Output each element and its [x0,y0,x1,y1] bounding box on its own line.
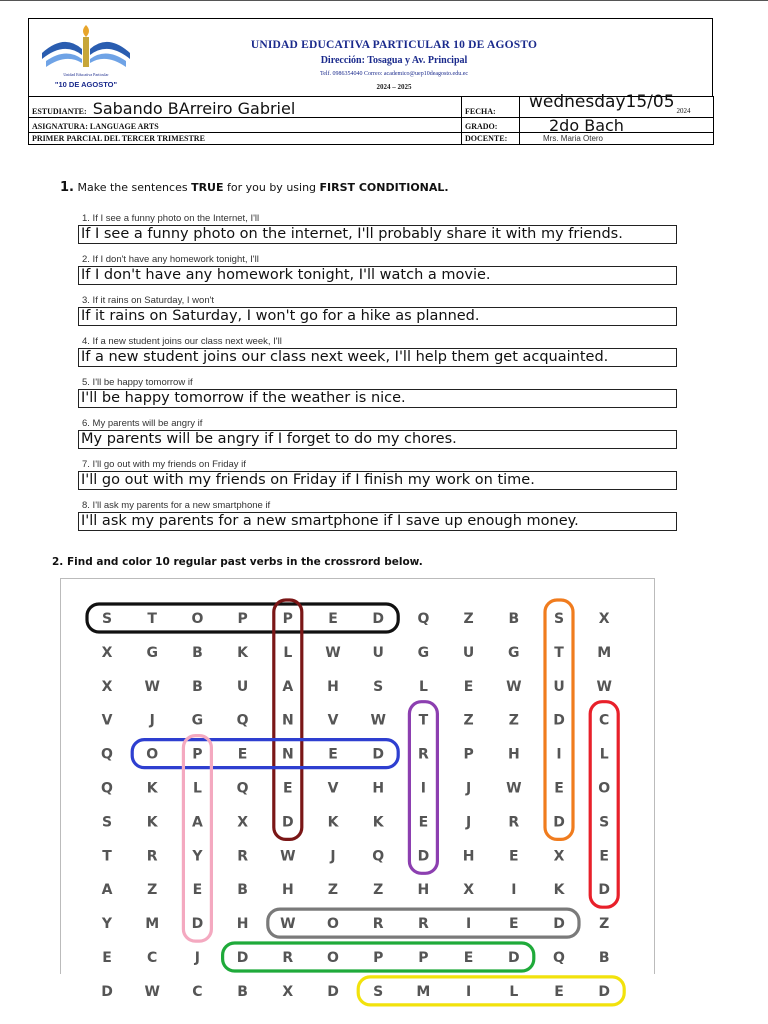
grid-letter[interactable]: H [236,916,249,933]
page-top-line [0,0,768,1]
grid-letter[interactable]: R [237,848,248,865]
grid-letter[interactable]: W [596,678,612,695]
grid-letter[interactable]: X [463,882,474,899]
grid-letter[interactable]: E [328,611,338,627]
item-prompt: 3. If it rains on Saturday, I won't [82,295,215,306]
school-year: 2024 – 2025 [376,83,412,91]
grid-letter[interactable]: K [146,814,158,831]
item-prompt: 6. My parents will be angry if [82,418,203,429]
grid-letter[interactable]: G [146,644,158,661]
grid-letter[interactable]: E [463,678,474,695]
grade-value: 2do Bach [549,116,624,135]
item-prompt: 8. I'll ask my parents for a new smartphone if [82,500,271,511]
grid-letter[interactable]: E [463,950,474,966]
institution-direction: Dirección: Tosagua y Av. Principal [320,55,468,66]
grid-letter[interactable]: P [418,950,429,966]
grid-letter[interactable]: S [373,678,384,695]
item-prompt: 5. I'll be happy tomorrow if [82,377,193,388]
grid-letter[interactable]: H [507,746,520,763]
grid-letter[interactable]: R [372,916,384,933]
grid-letter[interactable]: Z [147,882,158,899]
grid-letter[interactable]: W [144,678,160,695]
grid-letter[interactable]: H [417,882,430,899]
grid-letter[interactable]: E [237,746,248,763]
grid-letter[interactable]: K [237,644,249,661]
grid-letter[interactable]: W [370,712,386,729]
subject-label: ASIGNATURA: LANGUAGE ARTS [29,118,462,133]
grid-letter[interactable]: Q [417,611,430,627]
grid-letter[interactable]: B [192,644,203,661]
grid-letter[interactable]: Q [101,780,113,797]
grid-letter[interactable]: P [282,611,293,627]
institution-contact: Telf. 0986354040 Correo: academico@uep10deagosto.edu.ec [319,71,469,77]
grid-letter[interactable]: E [192,882,203,899]
grid-letter[interactable]: R [418,916,429,933]
grid-letter[interactable]: D [281,814,294,831]
grid-letter[interactable]: I [511,882,517,899]
grid-letter[interactable]: X [553,848,565,865]
grid-letter[interactable]: O [327,950,339,966]
grid-letter[interactable]: D [507,950,520,966]
grid-letter[interactable]: Q [372,848,385,865]
grid-letter[interactable]: D [372,611,385,627]
grid-letter[interactable]: D [417,848,430,865]
highlight-opened [132,740,398,768]
grid-letter[interactable]: S [553,611,565,627]
item-prompt: 1. If I see a funny photo on the Internet, I'll [82,213,260,224]
grid-letter[interactable]: W [506,780,522,797]
grid-letter[interactable]: K [372,814,384,831]
grid-letter[interactable]: P [373,950,384,966]
grid-letter[interactable]: S [101,814,113,831]
grid-letter[interactable]: W [280,916,296,933]
grid-letter[interactable]: H [462,848,475,865]
teacher-label: DOCENTE: [462,133,520,145]
answer-field[interactable]: If a new student joins our class next week, I'll help them get acquainted. [78,348,677,367]
date-cell [520,92,714,118]
date-label: FECHA: [462,97,520,118]
grid-letter[interactable]: S [101,611,113,627]
grid-letter[interactable]: U [372,644,384,661]
grade-cell [520,118,714,133]
exercise-item-5 [78,377,678,408]
grid-letter[interactable]: E [418,814,429,831]
grid-letter[interactable]: Z [373,882,384,899]
grid-letter[interactable]: W [506,678,522,695]
grid-letter[interactable]: W [280,848,296,865]
grid-letter[interactable]: X [598,611,610,627]
grid-letter[interactable]: B [237,983,248,1000]
teacher-name: Mrs. Maria Otero [543,134,604,143]
grid-letter[interactable]: C [599,712,610,729]
grid-letter[interactable]: X [101,678,113,695]
grid-letter[interactable]: J [465,780,472,797]
answer-field[interactable]: If I don't have any homework tonight, I'll watch a movie. [78,266,677,285]
grid-letter[interactable]: Z [599,916,610,933]
grid-letter[interactable]: V [327,780,339,797]
exam-label: PRIMER PARCIAL DEL TERCER TRIMESTRE [29,133,462,145]
highlight-smiled [358,977,624,1005]
grid-letter[interactable]: H [327,678,339,695]
grid-letter[interactable]: Q [236,780,249,797]
grid-letter[interactable]: K [553,882,565,899]
student-label: ESTUDIANTE: [32,107,87,116]
grid-letter[interactable]: X [282,983,294,1000]
grid-letter[interactable]: B [237,882,248,899]
answer-field[interactable]: If it rains on Saturday, I won't go for a hike as planned. [78,307,677,326]
svg-text:"10 DE AGOSTO": "10 DE AGOSTO" [54,80,118,89]
grid-letter[interactable]: D [372,746,385,763]
grid-letter[interactable]: N [281,746,294,763]
grid-letter[interactable]: E [328,746,338,763]
grid-letter[interactable]: H [372,780,385,797]
grid-letter[interactable]: A [191,814,203,831]
grid-letter[interactable]: O [146,746,159,763]
grid-letter[interactable]: J [330,848,336,865]
grid-letter[interactable]: A [101,882,113,899]
grid-letter[interactable]: Z [463,712,474,729]
grid-letter[interactable]: J [149,712,155,729]
grid-letter[interactable]: V [327,712,339,729]
grid-letter[interactable]: R [146,848,158,865]
grid-letter[interactable]: D [598,882,611,899]
grid-letter[interactable]: O [598,780,611,797]
school-header [28,18,713,97]
section2-instructions: 2. Find and color 10 regular past verbs in the crossrord below. [52,556,423,568]
grid-letter[interactable]: M [145,916,160,933]
grid-letter[interactable]: S [373,983,384,1000]
date-year: 2024 [676,107,691,115]
grid-letter[interactable]: D [553,814,565,831]
grid-letter[interactable]: U [462,644,475,661]
grid-letter[interactable]: J [194,950,201,966]
grid-letter[interactable]: Z [463,611,474,627]
grid-letter[interactable]: L [509,983,519,1000]
grid-letter[interactable]: L [283,644,293,661]
grid-letter[interactable]: A [282,678,294,695]
grid-letter[interactable]: C [147,950,158,966]
grid-letter[interactable]: U [553,678,565,695]
grid-letter[interactable]: G [417,644,430,661]
grid-letter[interactable]: G [508,644,520,661]
grid-letter[interactable]: E [554,983,564,1000]
grid-letter[interactable]: B [508,611,520,627]
grid-letter[interactable]: D [327,983,339,1000]
answer-field[interactable]: If I see a funny photo on the internet, I'll probably share it with my friends. [78,225,677,244]
grid-letter[interactable]: Q [101,746,113,763]
item-prompt: 7. I'll go out with my friends on Friday if [82,459,246,470]
grid-letter[interactable]: Q [553,950,565,966]
grid-letter[interactable]: W [144,983,160,1000]
grid-letter[interactable]: E [599,848,609,865]
grid-letter[interactable]: B [598,950,610,966]
grade-label: GRADO: [462,118,520,133]
grid-letter[interactable]: P [237,611,248,627]
grid-letter[interactable]: L [192,780,202,797]
grid-letter[interactable]: D [553,916,565,933]
grid-letter[interactable]: L [599,746,609,763]
student-cell [29,97,462,118]
grid-letter[interactable]: I [465,916,472,933]
grid-letter[interactable]: D [101,983,113,1000]
student-info-table [28,92,714,145]
answer-field[interactable]: I'll be happy tomorrow if the weather is nice. [78,389,677,408]
grid-letter[interactable]: I [465,983,472,1000]
exercise-item-7 [78,459,678,490]
grid-letter[interactable]: R [508,814,520,831]
grid-letter[interactable]: Z [508,712,519,729]
grid-letter[interactable]: P [463,746,474,763]
answer-field[interactable]: I'll go out with my friends on Friday if I finish my work on time. [78,471,677,490]
grid-letter[interactable]: J [465,814,472,831]
grid-letter[interactable]: M [416,983,431,1000]
school-logo [34,23,138,93]
grid-letter[interactable]: E [554,780,564,797]
answer-field[interactable]: I'll ask my parents for a new smartphone if I save up enough money. [78,512,677,531]
section1-instructions: 1. Make the sentences TRUE for you by using FIRST CONDITIONAL. [60,180,449,195]
grid-letter[interactable]: Y [192,848,203,865]
grid-letter[interactable]: S [599,814,610,831]
grid-letter[interactable]: C [192,983,203,1000]
grid-letter[interactable]: R [282,950,294,966]
grid-letter[interactable]: B [192,678,203,695]
item-prompt: 4. If a new student joins our class next week, I'll [82,336,282,347]
grid-letter[interactable]: T [102,848,112,865]
exercise-item-2 [78,254,678,285]
exercise-item-4 [78,336,678,367]
grid-letter[interactable]: P [192,746,203,763]
grid-letter[interactable]: X [237,814,248,831]
grid-letter[interactable]: O [191,611,204,627]
grid-letter[interactable]: I [420,780,427,797]
grid-letter[interactable]: O [327,916,339,933]
grid-letter[interactable]: K [146,780,158,797]
exercise-item-1 [78,213,678,244]
grid-letter[interactable]: Z [327,882,339,899]
grid-letter[interactable]: V [101,712,113,729]
grid-letter[interactable]: X [101,644,113,661]
svg-text:Unidad Educativa Particular: Unidad Educativa Particular [63,72,109,77]
wordsearch-grid[interactable] [60,578,655,1000]
grid-letter[interactable]: E [509,916,519,933]
grid-letter[interactable]: Y [101,916,113,933]
answer-field[interactable]: My parents will be angry if I forget to do my chores. [78,430,677,449]
grid-letter[interactable]: I [556,746,562,763]
grid-letter[interactable]: T [418,712,429,729]
exercise-item-8 [78,500,678,531]
grid-letter[interactable]: E [283,780,293,797]
highlight-closed [590,702,618,908]
student-name: Sabando BArreiro Gabriel [92,99,296,118]
grid-letter[interactable]: M [597,644,612,661]
grid-letter[interactable]: D [191,916,204,933]
grid-letter[interactable]: E [509,848,519,865]
grid-letter[interactable]: N [281,712,294,729]
grid-letter[interactable]: H [281,882,294,899]
grid-letter[interactable]: D [236,950,249,966]
exercise-item-6 [78,418,678,449]
grid-letter[interactable]: T [147,611,157,627]
grid-letter[interactable]: Q [236,712,249,729]
grid-letter[interactable]: D [598,983,611,1000]
grid-letter[interactable]: L [418,678,428,695]
grid-letter[interactable]: U [236,678,249,695]
grid-letter[interactable]: R [418,746,429,763]
institution-name: UNIDAD EDUCATIVA PARTICULAR 10 DE AGOSTO [250,39,538,51]
item-prompt: 2. If I don't have any homework tonight, I'll [82,254,259,265]
grid-letter[interactable]: T [554,644,564,661]
grid-letter[interactable]: W [325,644,341,661]
grid-letter[interactable]: K [327,814,339,831]
date-value: wednesday15/05 [529,92,675,112]
grid-letter[interactable]: D [553,712,565,729]
grid-letter[interactable]: G [191,712,204,729]
exercise-item-3 [78,295,678,326]
grid-letter[interactable]: E [102,950,112,966]
